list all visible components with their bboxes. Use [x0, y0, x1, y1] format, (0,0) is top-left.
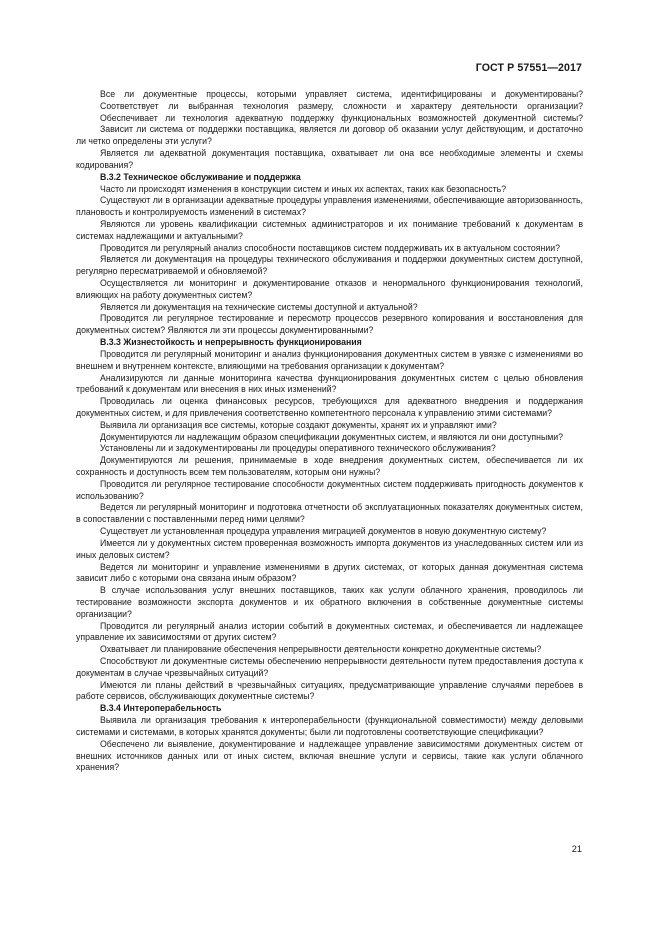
paragraph: Установлены ли и задокументированы ли процедуры оперативного технического обслуживания?	[100, 443, 496, 454]
paragraph: Являются ли уровень квалификации системных администраторов и их понимание требований к документам в системах надлежащими и актуальными?	[76, 218, 583, 241]
paragraph: Охватывает ли планирование обеспечения непрерывности деятельности конкретно документные системы?	[100, 644, 542, 655]
paragraph: Проводилась ли оценка финансовых ресурсов, требующихся для адекватного внедрения и поддержания документных систем, и для привлечения соответственно компетентного персонала к управлению этими системами?	[76, 396, 583, 418]
paragraph: В случае использования услуг внешних поставщиков, таких как услуги облачного хранения, проводилось ли тестирование возможности экспорта документов и их обратного включения в собственные документные системы организации?	[76, 585, 583, 619]
section-heading: В.3.4 Интероперабельность	[100, 703, 222, 714]
paragraph: Проводится ли регулярный анализ способности поставщиков систем поддерживать их в актуальном состоянии?	[100, 242, 560, 253]
page-number: 21	[571, 844, 582, 854]
paragraph: Проводится ли регулярное тестирование способности документных систем поддерживать пригодность документов к использованию?	[76, 478, 583, 501]
paragraph: Имеется ли у документных систем проверенная возможность импорта документов из унаследованных систем или из иных деловых систем?	[76, 537, 583, 560]
paragraph: Все ли документные процессы, которыми управляет система, идентифицированы и документированы?	[100, 89, 583, 99]
paragraph: Существует ли установленная процедура управления миграцией документов в новую документную систему?	[100, 526, 547, 537]
paragraph: Является ли документация на процедуры технического обслуживания и поддержки документных систем доступной, регулярно пересматриваемой и обновляемой?	[76, 254, 583, 277]
paragraph: Соответствует ли выбранная технология размеру, сложности и характеру деятельности организации?	[100, 100, 583, 111]
paragraph: Проводится ли регулярный анализ истории событий в документных системах, и обеспечивается ли надлежащее управление их зависимостями от других систем?	[76, 620, 583, 643]
paragraph: Часто ли происходят изменения в конструкции систем и иных их аспектах, таких как безопасность?	[100, 183, 507, 194]
paragraph: Является ли адекватной документация поставщика, охватывает ли она все необходимые элементы и схемы кодирования?	[76, 148, 583, 170]
paragraph: Анализируются ли данные мониторинга качества функционирования документных систем с целью обновления требований к документам или внесения в них иных изменений?	[76, 372, 583, 395]
paragraph: Документируются ли решения, принимаемые в ходе внедрения документных систем, обеспечивается ли их сохранность и доступность всем тем пользователям, которым они нужны?	[76, 455, 583, 477]
paragraph: Зависит ли система от поддержки поставщика, является ли договор об оказании услуг действующим, и достаточно ли четко определены эти услуги?	[76, 124, 583, 147]
paragraph: Существуют ли в организации адекватные процедуры управления изменениями, обеспечивающие авторизованность, плановость и контролируемость изменений в системах?	[76, 195, 583, 218]
paragraph: Ведется ли регулярный мониторинг и подготовка отчетности об эксплуатационных показателях документных систем, в сопоставлении с поставленными перед ними целями?	[76, 502, 583, 525]
paragraph: Выявила ли организация требования к интероперабельности (функциональной совместимости) между деловыми системами и системами, в которых хранятся документы; были ли подготовлены соответствующие спецификации?	[76, 715, 583, 737]
paragraph: Является ли документация на технические системы доступной и актуальной?	[100, 301, 418, 312]
paragraph: Проводится ли регулярный мониторинг и анализ функционирования документных систем в увязке с изменениями во внешнем и внутреннем контексте, влияющими на требования организации к документам?	[76, 348, 583, 371]
paragraph: Выявила ли организация все системы, которые создают документы, хранят их и управляют ими?	[100, 419, 497, 430]
section-heading: В.3.3 Жизнестойкость и непрерывность функционирования	[100, 337, 362, 348]
paragraph: Документируются ли надлежащим образом спецификации документных систем, и являются ли они доступными?	[100, 431, 564, 442]
paragraph: Проводится ли регулярное тестирование и пересмотр процессов резервного копирования и восстановления для документных систем? Являются ли эти процессы документированными?	[76, 313, 583, 336]
paragraph: Ведется ли мониторинг и управление изменениями в других системах, от которых данная документная система зависит либо с которыми она связана иным образом?	[76, 561, 583, 584]
document-code-header: ГОСТ Р 57551—2017	[475, 62, 582, 74]
paragraph: Имеются ли планы действий в чрезвычайных ситуациях, предусматривающие управление случаями перебоев в работе сервисов, обслуживающих документные системы?	[76, 679, 583, 702]
paragraph: Обеспечивает ли технология адекватную поддержку функциональных возможностей документной системы?	[100, 112, 583, 123]
paragraph: Осуществляется ли мониторинг и документирование отказов и ненормального функционирования технологий, влияющих на работу документных систем?	[76, 278, 583, 300]
paragraph: Способствуют ли документные системы обеспечению непрерывности деятельности путем предоставления доступа к документам в случае чрезвычайных ситуаций?	[76, 656, 583, 678]
paragraph: Обеспечено ли выявление, документирование и надлежащее управление зависимостями документных систем от внешних источников данных или от иных систем, включая внешние услуги и сервисы, такие как услуги облачного хранения?	[76, 738, 583, 773]
page-body	[76, 89, 583, 774]
section-heading: В.3.2 Техническое обслуживание и поддержка	[100, 171, 301, 182]
